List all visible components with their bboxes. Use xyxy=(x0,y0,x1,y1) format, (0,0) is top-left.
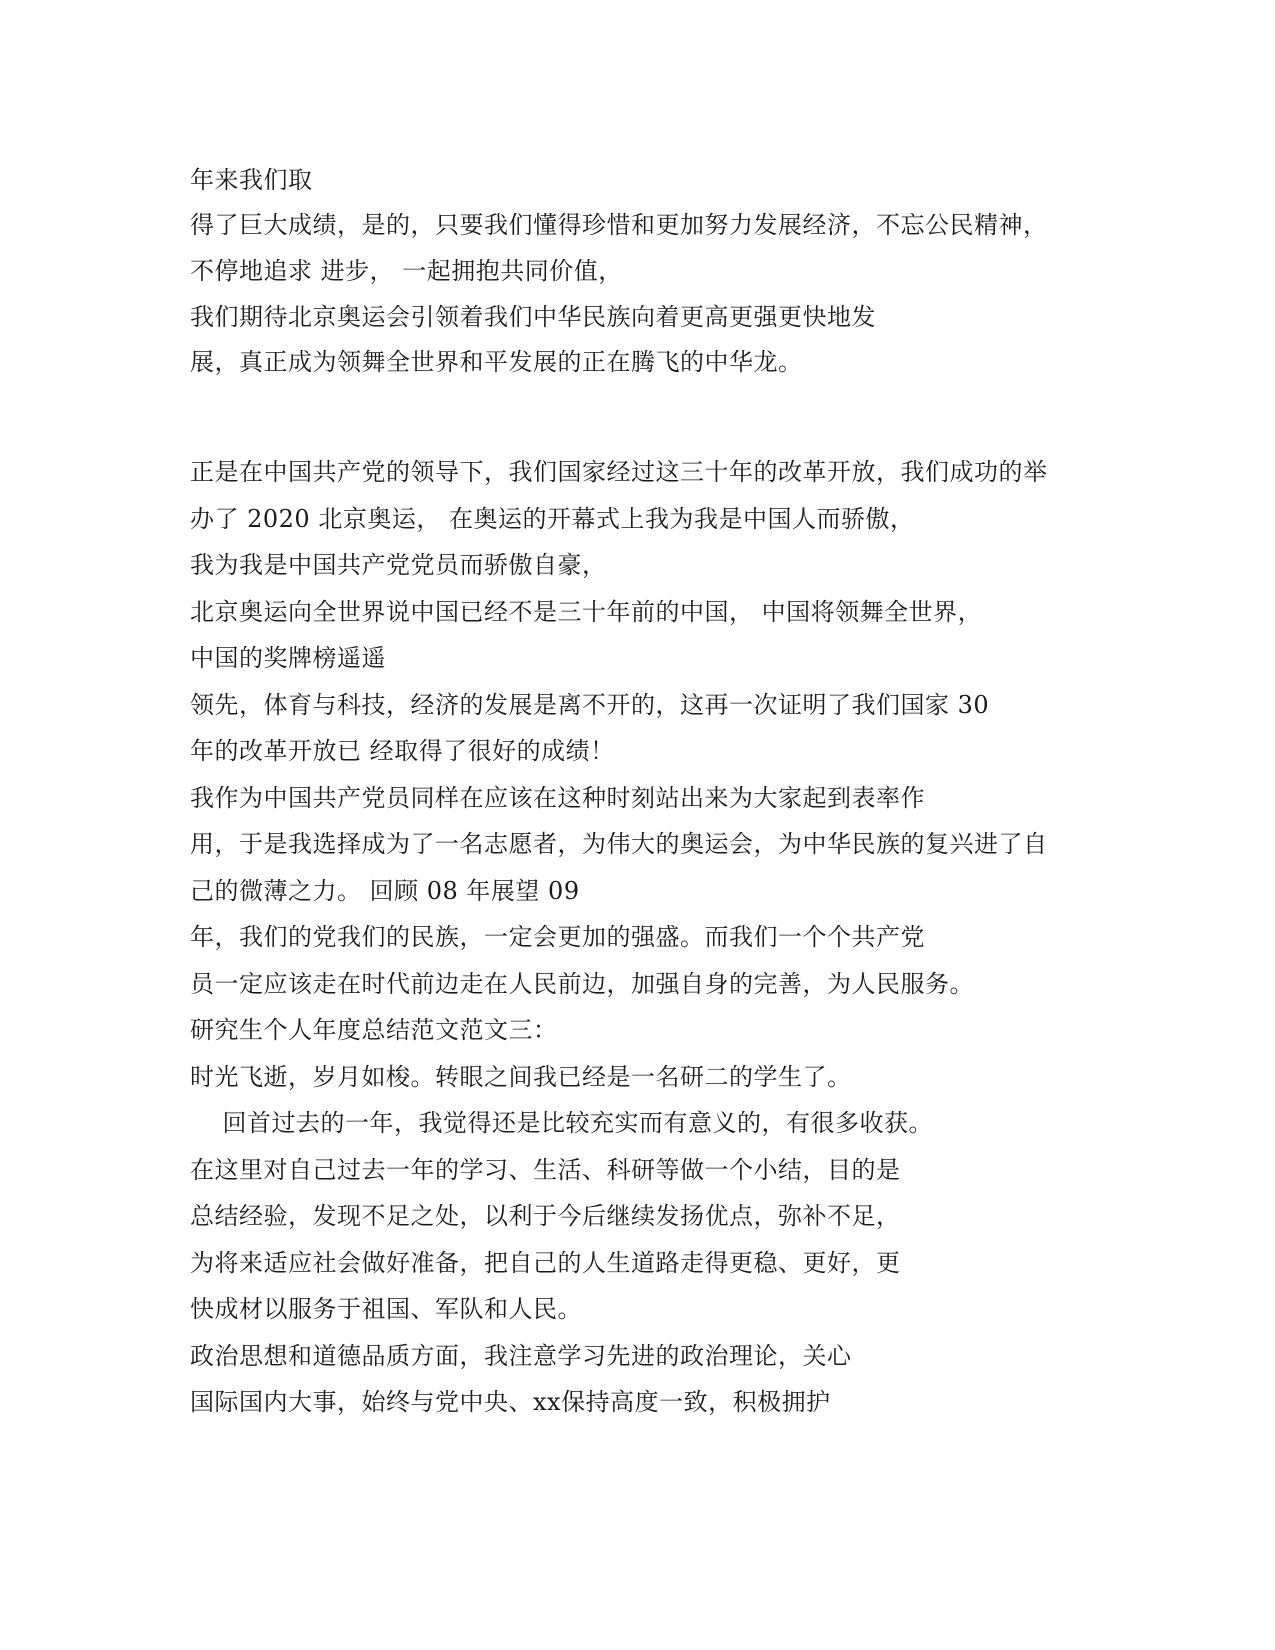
text-line: 我们期待北京奥运会引领着我们中华民族向着更高更强更快地发 xyxy=(190,303,876,331)
text-line: 北京奥运向全世界说中国已经不是三十年前的中国， 中国将领舞全世界， xyxy=(190,598,983,626)
text-line: 己的微薄之力。 回顾 08 年展望 09 xyxy=(190,877,580,905)
text-line: 我为我是中国共产党党员而骄傲自豪， xyxy=(190,551,607,579)
text-line: 年的改革开放已 经取得了很好的成绩！ xyxy=(190,737,615,765)
text-line: 快成材以服务于祖国、军队和人民。 xyxy=(190,1295,582,1323)
text-line: 时光飞逝，岁月如梭。转眼之间我已经是一名研二的学生了。 xyxy=(190,1063,852,1091)
text-line: 年，我们的党我们的民族，一定会更加的强盛。而我们一个个共产党 xyxy=(190,923,925,951)
section-heading: 研究生个人年度总结范文范文三： xyxy=(190,1016,558,1044)
text-line: 在这里对自己过去一年的学习、生活、科研等做一个小结，目的是 xyxy=(190,1156,901,1184)
text-line: 我作为中国共产党员同样在应该在这种时刻站出来为大家起到表率作 xyxy=(190,784,925,812)
text-line: 中国的奖牌榜遥遥 xyxy=(190,644,386,672)
text-line: 领先，体育与科技，经济的发展是离不开的，这再一次证明了我们国家 30 xyxy=(190,691,990,719)
text-line: 得了巨大成绩，是的，只要我们懂得珍惜和更加努力发展经济，不忘公民精神， xyxy=(190,211,1048,239)
text-line: 不停地追求 进步， 一起拥抱共同价值， xyxy=(190,257,623,285)
text-line: 回首过去的一年，我觉得还是比较充实而有意义的，有很多收获。 xyxy=(190,1109,934,1137)
text-line: 政治思想和道德品质方面，我注意学习先进的政治理论，关心 xyxy=(190,1342,852,1370)
text-line: 总结经验，发现不足之处，以利于今后继续发扬优点，弥补不足， xyxy=(190,1202,901,1230)
text-line: 为将来适应社会做好准备，把自己的人生道路走得更稳、更好，更 xyxy=(190,1249,901,1277)
text-line: 展，真正成为领舞全世界和平发展的正在腾飞的中华龙。 xyxy=(190,348,803,376)
text-line: 年来我们取 xyxy=(190,166,313,194)
text-line: 办了 2020 北京奥运， 在奥运的开幕式上我为我是中国人而骄傲， xyxy=(190,505,915,533)
text-line: 员一定应该走在时代前边走在人民前边，加强自身的完善，为人民服务。 xyxy=(190,970,974,998)
text-line: 正是在中国共产党的领导下，我们国家经过这三十年的改革开放，我们成功的举 xyxy=(190,458,1048,486)
text-line: 用，于是我选择成为了一名志愿者，为伟大的奥运会，为中华民族的复兴进了自 xyxy=(190,830,1048,858)
text-line: 国际国内大事，始终与党中央、xx保持高度一致，积极拥护 xyxy=(190,1388,831,1416)
